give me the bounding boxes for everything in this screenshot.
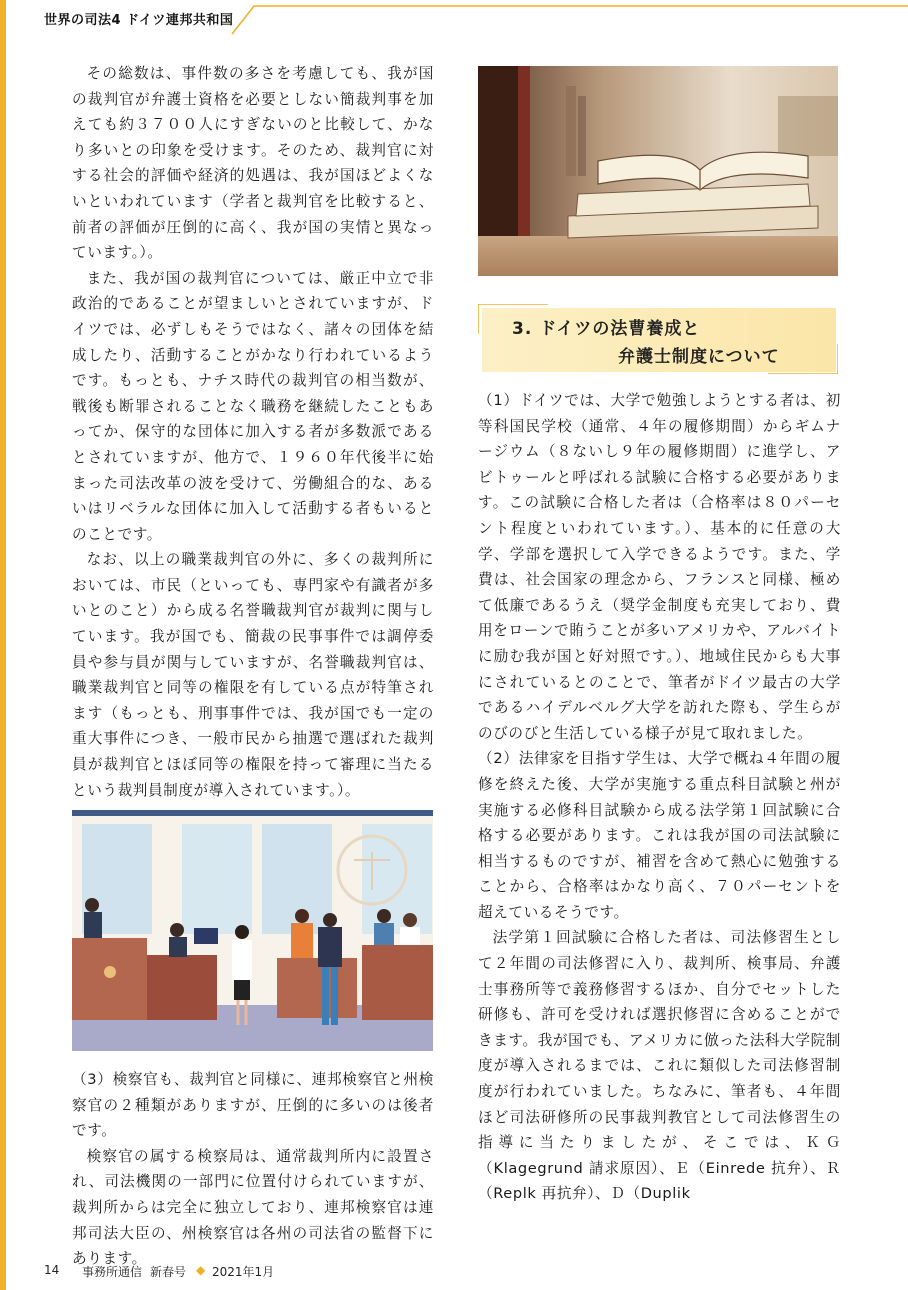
paragraph: 検察官の属する検察局は、通常裁判所内に設置され、司法機関の一部門に位置付けられていますが、裁判所からは完全に独立しており、連邦検察官は連邦司法大臣の、州検察官は各州の司法省の監督下にあります。 bbox=[72, 1147, 434, 1268]
page-edge-stripe bbox=[0, 0, 6, 1290]
section-heading bbox=[478, 304, 838, 374]
publication-name: 事務所通信 bbox=[82, 1265, 143, 1279]
page-number: 14 bbox=[44, 1263, 60, 1277]
paragraph: （3）検察官も、裁判官と同様に、連邦検察官と州検察官の２種類がありますが、圧倒的に多いのは後者です。 bbox=[72, 1071, 434, 1140]
paragraph: なお、以上の職業裁判官の外に、多くの裁判所においては、市民（といっても、専門家や有識者が多いとのこと）から成る名誉職裁判官が裁判に関与しています。我が国でも、簡裁の民事事件では調停委員や参与員が関与していますが、名誉職裁判官は、職業裁判官と同等の権限を有している点が特筆されます（もっとも、刑事事件では、我が国でも一定の重大事件につき、一般市民から抽選で選ばれた裁判員が裁判官とほぼ同等の権限を持って審理に当たるという裁判員制度が導入されています。）。 bbox=[72, 551, 434, 799]
section-heading-line2: 弁護士制度について bbox=[618, 347, 780, 367]
paragraph: （1）ドイツでは、大学で勉強しようとする者は、初等科国民学校（通常、４年の履修期間）からギムナージウム（８ないし９年の履修期間）に進学し、アビトゥールと呼ばれる試験に合格する必要があります。この試験に合格した者は（合格率は８０パーセント程度といわれています。）、基本的に任意の大学、学部を選択して入学できるようです。また、学費は、社会国家の理念から、フランスと同様、極めて低廉であるうえ（奨学金制度も充実しており、費用をローンで賄うことが多いアメリカや、アルバイトに励む我が国と好対照です。）、地域住民からも大事にされているとのことで、筆者がドイツ最古の大学であるハイデルベルグ大学を訪れた際も、学生らがのびのびと生活している様子が見て取れました。 bbox=[478, 392, 841, 742]
paragraph: また、我が国の裁判官については、厳正中立で非政治的であることが望ましいとされていますが、ドイツでは、必ずしもそうではなく、諸々の団体を結成したり、活動することがかなり行われているようです。もっとも、ナチス時代の裁判官の相当数が、戦後も断罪されることなく職務を継続したこともあってか、保守的な団体に加入する者が多数派であるとされていますが、他方で、１９６０年代後半に始まった司法改革の波を受けて、労働組合的な、あるいはリベラルな団体に加入して活動する者もいるとのことです。 bbox=[72, 269, 434, 543]
courtroom-illustration bbox=[72, 810, 433, 1051]
issue-date: 2021年1月 bbox=[212, 1265, 275, 1279]
paragraph: （2）法律家を目指す学生は、大学で概ね４年間の履修を終えた後、大学が実施する重点科目試験と州が実施する必修科目試験から成る法学第１回試験に合格する必要があります。これは我が国の司法試験に相当するものですが、補習を含めて熱心に勉強することから、合格率はかなり高く、７０パーセントを超えているそうです。 bbox=[478, 750, 841, 921]
right-column bbox=[478, 388, 841, 1207]
left-column-bottom bbox=[72, 1067, 434, 1272]
issue-name: 新春号 bbox=[150, 1265, 187, 1279]
diamond-icon: ◆ bbox=[196, 1263, 206, 1277]
section-heading-line1: 3. ドイツの法曹養成と bbox=[512, 319, 701, 339]
running-header-title: 世界の司法4 ドイツ連邦共和国 bbox=[44, 13, 234, 28]
paragraph: その総数は、事件数の多さを考慮しても、我が国の裁判官が弁護士資格を必要としない簡裁判事を加えても約３７００人にすぎないのと比較して、かなり多いとの印象を受けます。そのため、裁判官に対する社会的評価や経済的処遇は、我が国ほどよくないといわれています（学者と裁判官を比較すると、前者の評価が圧倒的に高く、我が国の実情と異なっています。）。 bbox=[72, 65, 434, 262]
left-column-top bbox=[72, 61, 434, 803]
paragraph: 法学第１回試験に合格した者は、司法修習生として２年間の司法修習に入り、裁判所、検事局、弁護士事務所等で義務修習するほか、自分でセットした研修も、許可を受ければ選択修習に含めることができます。我が国でも、アメリカに倣った法科大学院制度が導入されるまでは、これに類似した司法修習制度が行われていました。ちなみに、筆者も、４年間ほど司法研修所の民事裁判教官として司法修習生の指導に当たりましたが、そこでは、ＫＧ（Klagegrund 請求原因）、Ｅ（Einrede 抗弁）、Ｒ（Replk 再抗弁）、Ｄ（Duplik bbox=[478, 929, 841, 1203]
books-photo bbox=[478, 66, 838, 276]
